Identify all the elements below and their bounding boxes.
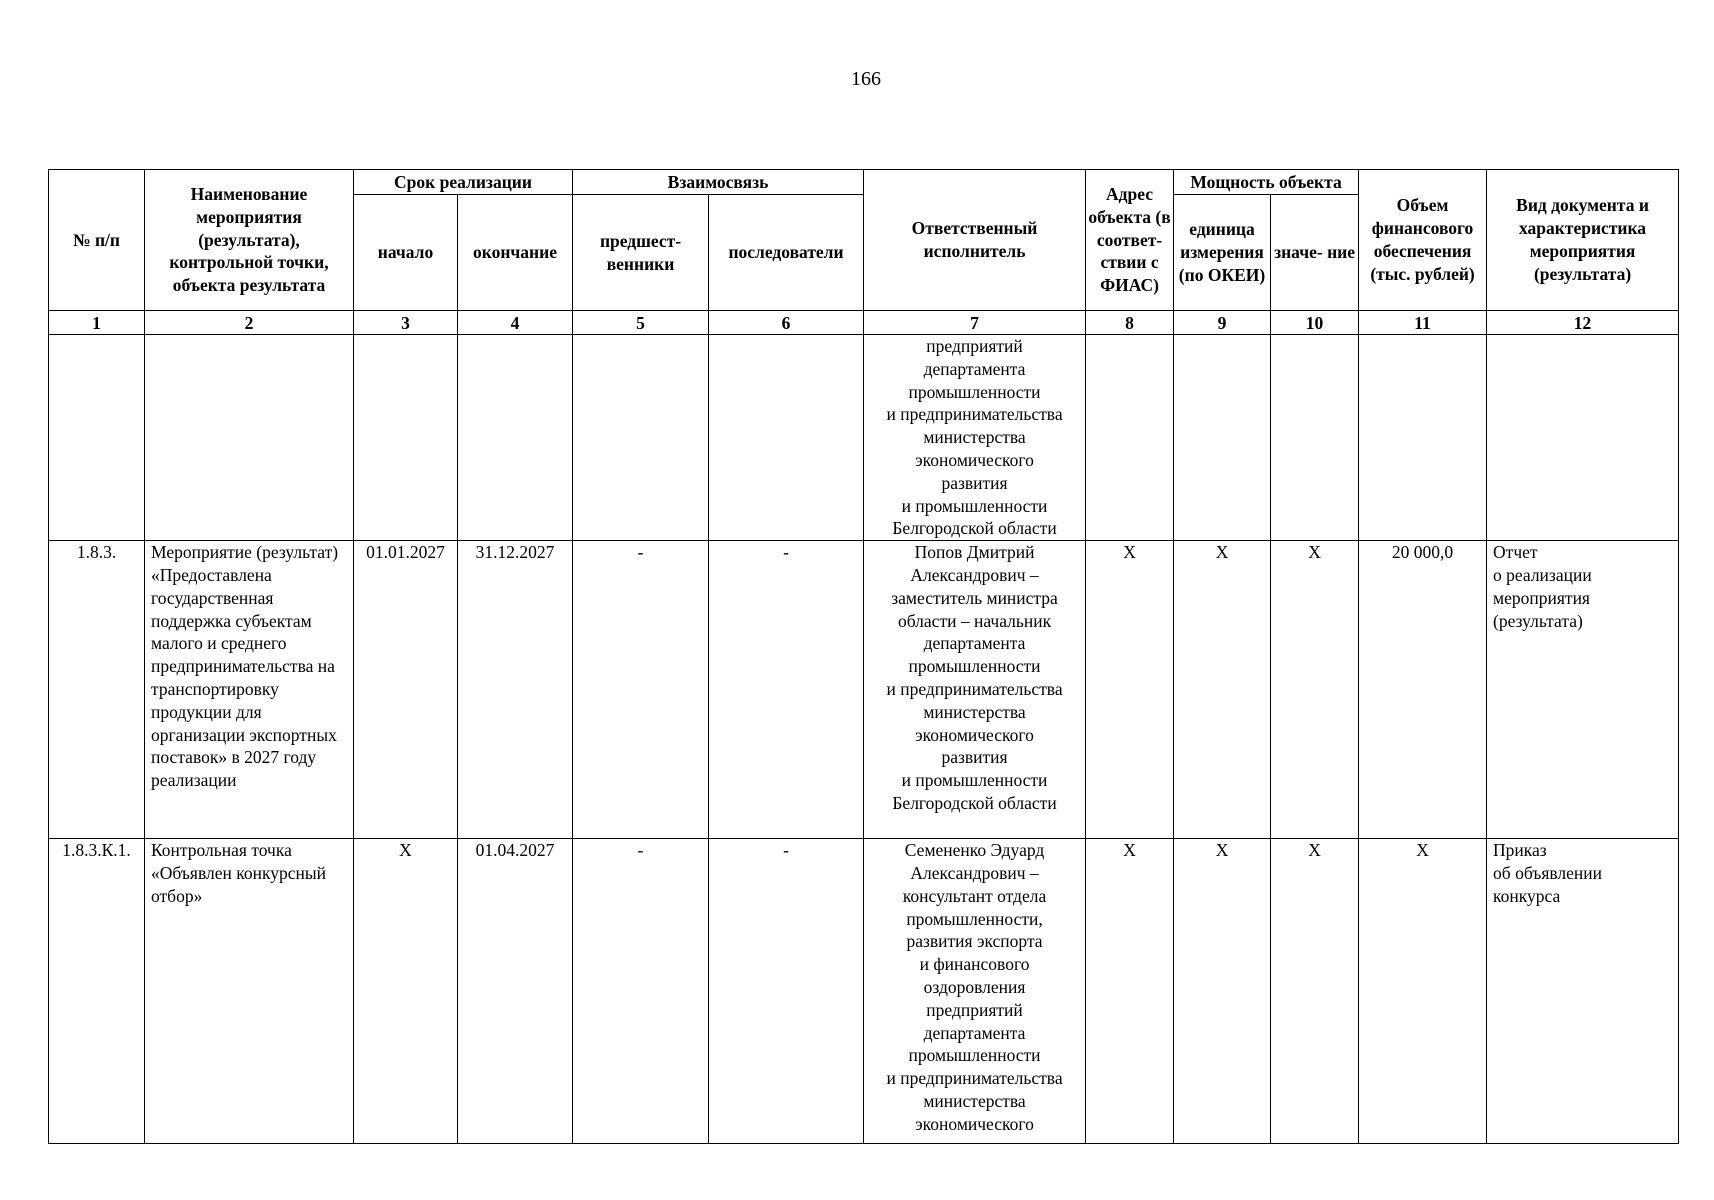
- column-number: 3: [354, 311, 458, 335]
- header-capacity-group: Мощность объекта: [1174, 170, 1359, 195]
- header-row-1: [49, 170, 1679, 195]
- cell-value: [1271, 335, 1359, 541]
- cell-address: X: [1086, 839, 1174, 1144]
- cell-prev: -: [573, 839, 709, 1144]
- cell-num: 1.8.3.К.1.: [49, 839, 145, 1144]
- cell-name: [145, 335, 354, 541]
- cell-doc: Отчет о реализации мероприятия (результата): [1487, 541, 1679, 839]
- cell-num: [49, 335, 145, 541]
- page-number: 166: [851, 68, 881, 90]
- cell-start: [354, 335, 458, 541]
- header-address: Адрес объекта (в соответ- ствии с ФИАС): [1086, 170, 1174, 311]
- column-number: 1: [49, 311, 145, 335]
- cell-unit: X: [1174, 541, 1271, 839]
- cell-unit: X: [1174, 839, 1271, 1144]
- header-term-group: Срок реализации: [354, 170, 573, 195]
- header-link-next: последователи: [709, 195, 864, 311]
- column-number: 2: [145, 311, 354, 335]
- cell-doc: [1487, 335, 1679, 541]
- header-capacity-unit: единица измерения (по ОКЕИ): [1174, 195, 1271, 311]
- header-finance: Объем финансового обеспечения (тыс. рублей): [1359, 170, 1487, 311]
- cell-end: 31.12.2027: [458, 541, 573, 839]
- cell-finance: [1359, 335, 1487, 541]
- cell-next: [709, 335, 864, 541]
- cell-name: Мероприятие (результат) «Предоставлена государственная поддержка субъектам малого и среднего предпринимательства на транспортировку продукции для организации экспортных поставок» в 2027 году реализации: [145, 541, 354, 839]
- column-number: 5: [573, 311, 709, 335]
- cell-name: Контрольная точка «Объявлен конкурсный отбор»: [145, 839, 354, 1144]
- cell-end: 01.04.2027: [458, 839, 573, 1144]
- cell-responsible: Семененко Эдуард Александрович – консультант отдела промышленности, развития экспорта и финансового оздоровления предприятий департамента промышленности и предпринимательства министерства экономического: [864, 839, 1086, 1144]
- column-number: 8: [1086, 311, 1174, 335]
- cell-next: -: [709, 839, 864, 1144]
- header-term-start: начало: [354, 195, 458, 311]
- cell-num: 1.8.3.: [49, 541, 145, 839]
- table-row: [49, 335, 1679, 541]
- header-responsible: Ответственный исполнитель: [864, 170, 1086, 311]
- cell-finance: X: [1359, 839, 1487, 1144]
- cell-doc: Приказ об объявлении конкурса: [1487, 839, 1679, 1144]
- header-num: № п/п: [49, 170, 145, 311]
- cell-next: -: [709, 541, 864, 839]
- table-row: [49, 839, 1679, 1144]
- table-row: [49, 541, 1679, 839]
- cell-value: X: [1271, 839, 1359, 1144]
- column-number-row: [49, 311, 1679, 335]
- header-term-end: окончание: [458, 195, 573, 311]
- cell-prev: [573, 335, 709, 541]
- cell-start: X: [354, 839, 458, 1144]
- column-number: 12: [1487, 311, 1679, 335]
- header-link-group: Взаимосвязь: [573, 170, 864, 195]
- cell-finance: 20 000,0: [1359, 541, 1487, 839]
- column-number: 9: [1174, 311, 1271, 335]
- header-link-prev: предшест- венники: [573, 195, 709, 311]
- cell-end: [458, 335, 573, 541]
- cell-address: [1086, 335, 1174, 541]
- header-name: Наименование мероприятия (результата), контрольной точки, объекта результата: [145, 170, 354, 311]
- cell-value: X: [1271, 541, 1359, 839]
- header-capacity-value: значе- ние: [1271, 195, 1359, 311]
- column-number: 10: [1271, 311, 1359, 335]
- cell-unit: [1174, 335, 1271, 541]
- cell-start: 01.01.2027: [354, 541, 458, 839]
- cell-responsible: предприятий департамента промышленности и предпринимательства министерства экономического развития и промышленности Белгородской области: [864, 335, 1086, 541]
- header-doc: Вид документа и характеристика мероприятия (результата): [1487, 170, 1679, 311]
- column-number: 7: [864, 311, 1086, 335]
- column-number: 4: [458, 311, 573, 335]
- column-number: 6: [709, 311, 864, 335]
- cell-responsible: Попов Дмитрий Александрович – заместитель министра области – начальник департамента промышленности и предпринимательства министерства экономического развития и промышленности Белгородской области: [864, 541, 1086, 839]
- plan-table: [48, 169, 1679, 1144]
- cell-address: X: [1086, 541, 1174, 839]
- cell-prev: -: [573, 541, 709, 839]
- column-number: 11: [1359, 311, 1487, 335]
